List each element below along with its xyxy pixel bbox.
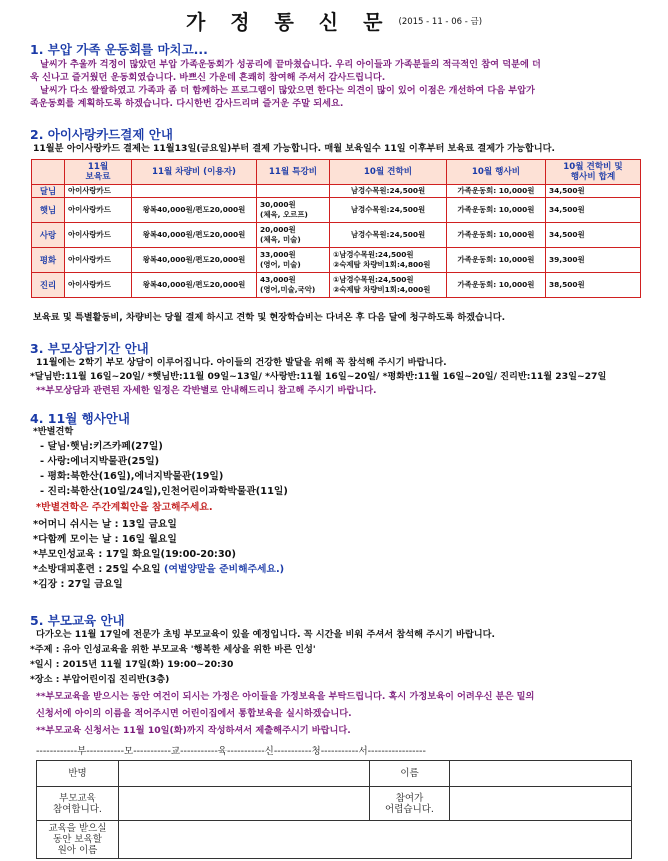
row-total: 34,500원 [546,223,641,248]
s4-trip-4: - 진리:북한산(10일/24일),인천어린이과학박물관(11일) [40,486,288,497]
s5-date: *일시 : 2015년 11월 17일(화) 19:00~20:30 [30,659,234,670]
row-class: 달님 [32,185,65,198]
s5-note-1: **부모교육을 받으시는 동안 여건이 되시는 가정은 아이들을 가정보육을 부탁드립니다. 혹시 가정보육이 어려우신 분은 밑의 [36,691,535,702]
row-special: 20,000원 (체육, 미술) [257,223,330,248]
s4-event-1: *어머니 쉬시는 날 : 13일 금요일 [33,519,177,530]
row-event: 가족운동회: 10,000원 [447,248,546,273]
fire-drill-note: (여벌양말을 준비해주세요.) [163,564,285,575]
s1-line-2: 욱 신나고 즐거웠던 운동회였습니다. 바쁘신 가운데 흔쾌히 참여해 주셔서 감사드립니다. [30,72,386,83]
s4-event-3: *부모인성교육 : 17일 화요일(19:00-20:30) [33,549,236,560]
row-special: 33,000원 (영어, 미술) [257,248,330,273]
header-special: 11월 특강비 [257,160,330,185]
row-bus: 왕복40,000원/편도20,000원 [132,223,257,248]
name-label: 이름 [370,761,450,787]
table-row [32,198,641,223]
s2-note: 보육료 및 특별활동비, 차량비는 당월 결제 하시고 견학 및 현장학습비는 다녀온 후 다음 달에 청구하도록 하겠습니다. [33,312,506,323]
payment-table [31,159,641,298]
s1-line-1: 날씨가 추울까 걱정이 많았던 부압 가족운동회가 성공리에 끝마쳤습니다. 우리 아이들과 가족분들의 적극적인 참여 덕분에 더 [40,59,541,70]
row-total: 34,500원 [546,185,641,198]
s5-intro: 다가오는 11월 17일에 전문가 초빙 부모교육이 있을 예정입니다. 꼭 시간을 비워 주셔서 참석해 주시기 바랍니다. [36,629,495,640]
form-row [37,761,632,787]
title-date: (2015 - 11 - 06 - 금) [398,16,483,27]
row-card: 아이사랑카드 [65,223,132,248]
header-bus: 11월 차량비 (이용자) [132,160,257,185]
section2-heading: 2. 아이사랑카드결제 안내 [30,127,173,142]
row-card: 아이사랑카드 [65,248,132,273]
row-card: 아이사랑카드 [65,198,132,223]
row-special: 30,000원 (체육, 오르프) [257,198,330,223]
row-special [257,185,330,198]
row-trip: ①남경수목원:24,500원 ②숙제탐 차량비1회:4,000원 [330,273,447,298]
header-trip: 10월 견학비 [330,160,447,185]
s5-topic: *주제 : 유아 인성교육을 위한 부모교육 '행복한 세상을 위한 바른 인성' [30,644,316,655]
row-trip: 남경수목원:24,500원 [330,198,447,223]
form-row [37,821,632,859]
class-label: 반명 [37,761,119,787]
fire-drill-text: *소방대피훈련 : 25일 수요일 [33,564,161,575]
attend-label: 부모교육 참여합니다. [37,787,119,821]
row-special: 43,000원 (영어,미술,국악) [257,273,330,298]
class-field[interactable] [119,761,370,787]
row-class: 햇님 [32,198,65,223]
section4-heading: 4. 11월 행사안내 [30,411,130,426]
s4-trip-1: - 달님·햇님:키즈카페(27일) [40,441,163,452]
document-title [0,6,668,35]
decline-check[interactable] [450,787,632,821]
row-class: 평화 [32,248,65,273]
s4-trip-2: - 사랑:에너지박물관(25일) [40,456,160,467]
s4-event-2: *다함께 모이는 날 : 16일 월요일 [33,534,177,545]
table-row [32,185,641,198]
section3-heading: 3. 부모상담기간 안내 [30,341,149,356]
row-bus: 왕복40,000원/편도20,000원 [132,248,257,273]
row-total: 38,500원 [546,273,641,298]
table-header-row [32,160,641,185]
row-trip: 남경수목원:24,500원 [330,223,447,248]
row-trip: ①남경수목원:24,500원 ②숙제탐 차량비1회:4,800원 [330,248,447,273]
application-form [36,760,632,859]
form-row [37,787,632,821]
row-bus: 왕복40,000원/편도20,000원 [132,198,257,223]
row-trip: 남경수목원:24,500원 [330,185,447,198]
row-event: 가족운동회: 10,000원 [447,198,546,223]
header-fee: 11월 보육료 [65,160,132,185]
s3-line-3: **부모상담과 관련된 자세한 일정은 각반별로 안내해드리니 참고해 주시기 바랍니다. [36,385,377,396]
row-class: 사랑 [32,223,65,248]
decline-label: 참여가 어렵습니다. [370,787,450,821]
row-event: 가족운동회: 10,000원 [447,223,546,248]
section1-heading: 1. 부압 가족 운동회를 마치고... [30,42,208,57]
row-bus: 왕복40,000원/편도20,000원 [132,273,257,298]
table-row [32,273,641,298]
row-event: 가족운동회: 10,000원 [447,273,546,298]
row-bus [132,185,257,198]
cut-line: ------------부-----------모-----------교-----------육-----------신-----------청-----------서----------------- [36,746,426,757]
header-event: 10월 행사비 [447,160,546,185]
attend-check[interactable] [119,787,370,821]
s4-event-4 [33,563,284,576]
s4-trip-note: *반별견학은 주간계획안을 참고해주세요. [36,502,213,513]
row-card: 아이사랑카드 [65,185,132,198]
s4-event-5: *김장 : 27일 금요일 [33,579,123,590]
table-row [32,223,641,248]
s3-line-2: *달님반:11월 16일~20일/ *햇님반:11월 09일~13일/ *사랑반:11월 16일~20일/ *평화반:11월 16일~20일/ 진리반:11월 23일~27일 [30,371,607,382]
header-blank [32,160,65,185]
row-total: 39,300원 [546,248,641,273]
s3-line-1: 11월에는 2학기 부모 상담이 이루어집니다. 아이들의 건강한 발달을 위해 꼭 참석해 주시기 바랍니다. [36,357,447,368]
s1-line-4: 족운동회를 계획하도록 하겠습니다. 다시한번 감사드리며 즐거운 주말 되세요. [30,98,344,109]
s1-line-3: 날씨가 다소 쌀쌀하였고 가족과 좀 더 함께하는 프로그램이 많았으면 한다는 의견이 많이 있어 이점은 개선하여 다음 부압가 [40,85,535,96]
table-row [32,248,641,273]
row-card: 아이사랑카드 [65,273,132,298]
s5-place: *장소 : 부압어린이집 진리반(3층) [30,674,170,685]
s2-intro: 11월분 아이사랑카드 결제는 11월13일(금요일)부터 결제 가능합니다. 매월 보육일수 11일 이후부터 보육료 결제가 가능합니다. [33,143,556,154]
s5-note-2: 신청서에 아이의 이름을 적어주시면 어린이집에서 통합보육을 실시하겠습니다. [36,708,352,719]
name-field[interactable] [450,761,632,787]
s5-note-3: **부모교육 신청서는 11월 10일(화)까지 작성하셔서 제출해주시기 바랍니다. [36,725,351,736]
s4-trip-title: *반별견학 [33,426,74,437]
s4-trip-3: - 평화:북한산(16일),에너지박물관(19일) [40,471,224,482]
header-total: 10월 견학비 및 행사비 합계 [546,160,641,185]
row-event: 가족운동회: 10,000원 [447,185,546,198]
care-field[interactable] [119,821,632,859]
row-total: 34,500원 [546,198,641,223]
row-class: 진리 [32,273,65,298]
care-label: 교육을 받으실 동안 보육할 원아 이름 [37,821,119,859]
section5-heading: 5. 부모교육 안내 [30,613,125,628]
title-text: 가 정 통 신 문 [185,10,392,34]
